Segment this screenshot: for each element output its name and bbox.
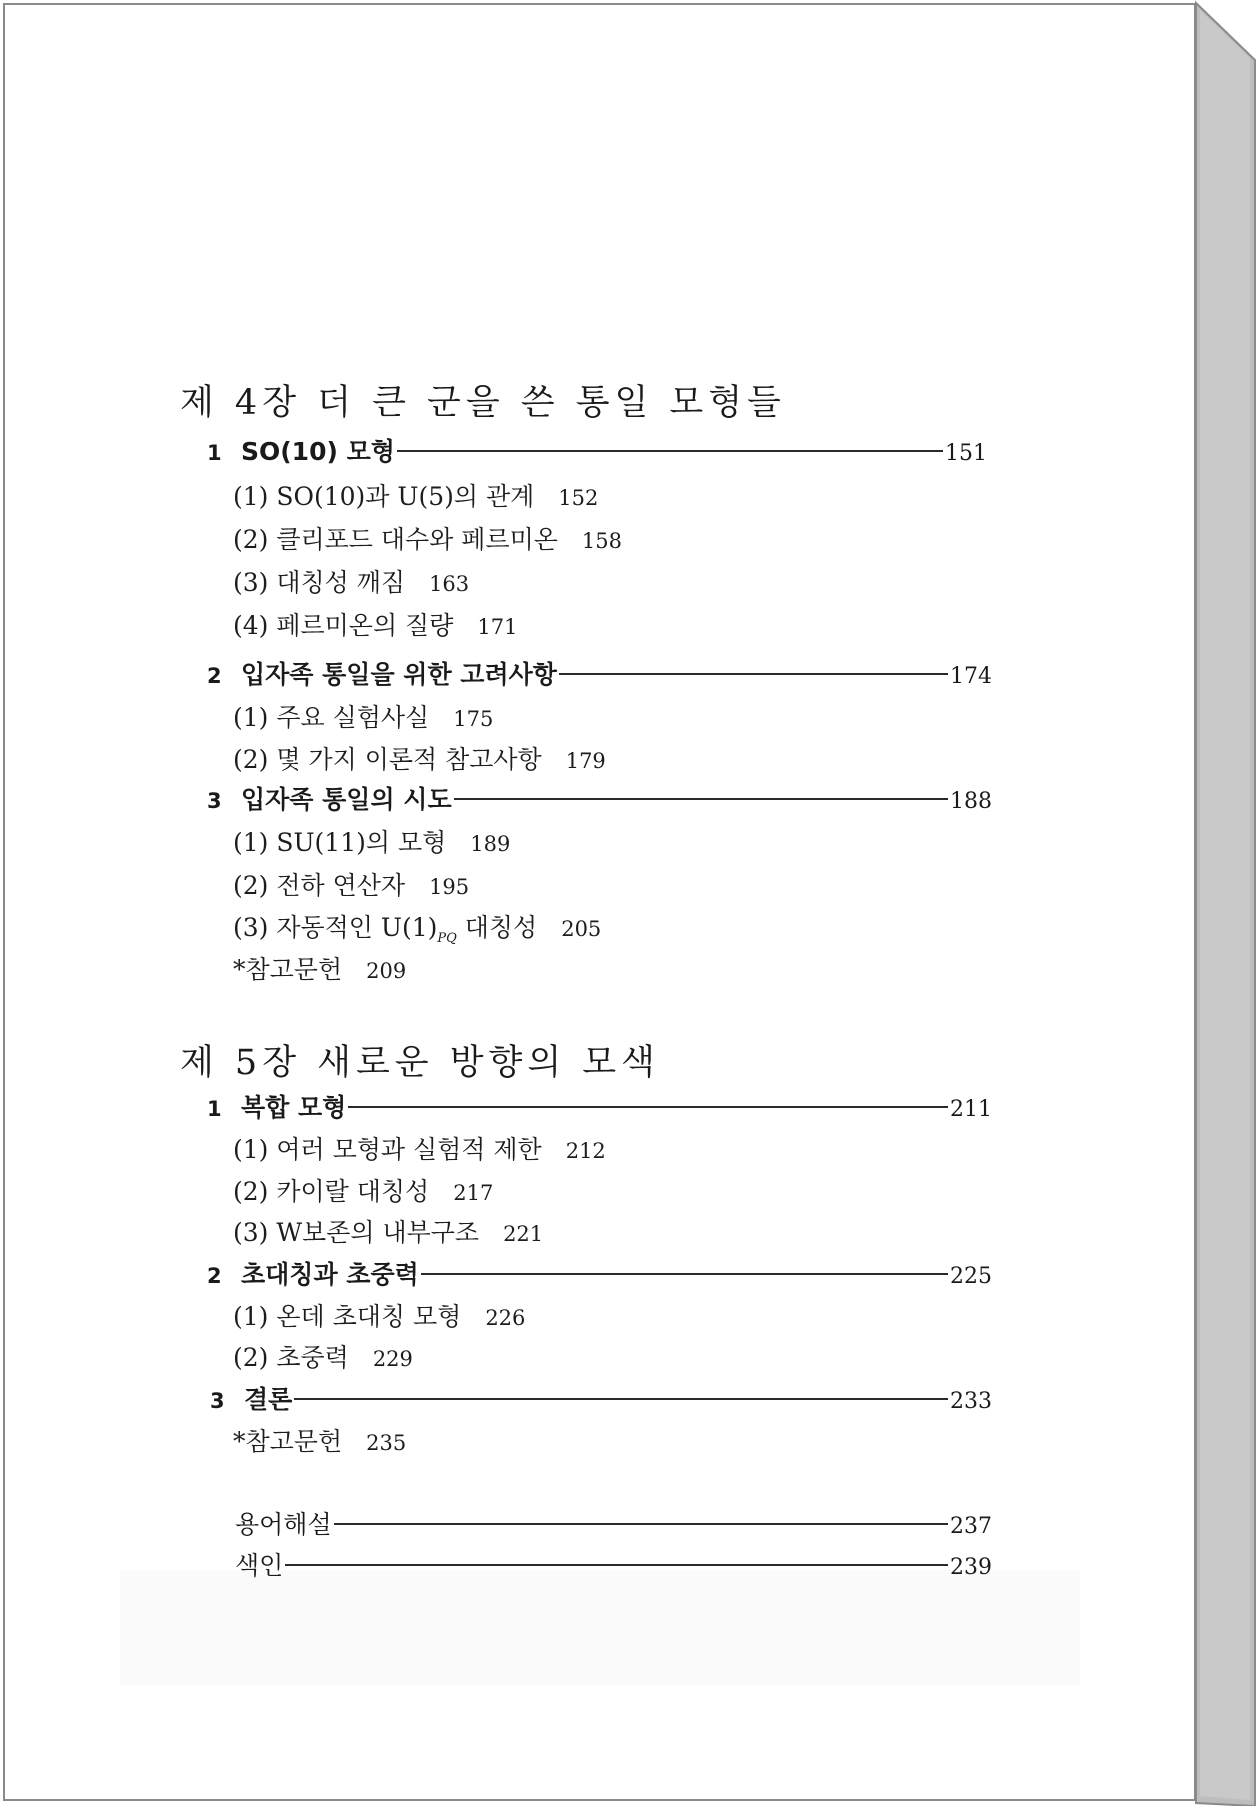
subsection-label: (4) 페르미온의 질량 — [233, 611, 454, 640]
subsection-page: 221 — [503, 1222, 544, 1246]
section-page: 233 — [950, 1389, 992, 1414]
subsection-label: (1) 주요 실험사실 — [233, 703, 430, 732]
toc-subsection[interactable] — [233, 520, 622, 556]
subsection-label: (1) 온데 초대칭 모형 — [233, 1302, 462, 1331]
section-number: 2 — [207, 1264, 222, 1288]
subsection-label: (3) 대칭성 깨짐 — [233, 568, 406, 597]
subsection-label: (2) 전하 연산자 — [233, 871, 406, 900]
subsection-page: 189 — [470, 832, 511, 856]
section-page: 225 — [950, 1264, 992, 1289]
subsection-page: 235 — [366, 1431, 407, 1455]
subsection-label: (3) W보존의 내부구조 — [233, 1218, 480, 1247]
section-page: 188 — [950, 789, 992, 814]
dot-leader — [454, 798, 948, 800]
subsection-label: (2) 카이랄 대칭성 — [233, 1177, 430, 1206]
toc-backmatter-glossary[interactable] — [235, 1505, 992, 1541]
subsection-label: (1) SO(10)과 U(5)의 관계 — [233, 482, 535, 511]
subsection-label: (1) 여러 모형과 실험적 제한 — [233, 1135, 542, 1164]
dot-leader — [334, 1523, 948, 1525]
toc-subsection[interactable] — [233, 823, 510, 859]
backmatter-page: 237 — [950, 1514, 992, 1539]
toc-section-row[interactable] — [207, 432, 987, 468]
subsection-label: (2) 클리포드 대수와 페르미온 — [233, 525, 558, 554]
toc-subsection[interactable] — [233, 1172, 493, 1208]
section-number: 1 — [207, 441, 222, 465]
section-number: 1 — [207, 1097, 222, 1121]
toc-section-row[interactable] — [210, 1380, 992, 1416]
subsection-label-after: 대칭성 — [456, 913, 538, 942]
subsection-page: 175 — [453, 707, 494, 731]
subsection-page: 205 — [561, 917, 602, 941]
toc-subsection[interactable] — [233, 866, 469, 902]
subsection-page: 217 — [453, 1181, 494, 1205]
dot-leader — [285, 1564, 948, 1566]
toc-subsection[interactable] — [233, 477, 598, 513]
subsection-page: 195 — [429, 875, 470, 899]
subsection-label: (1) SU(11)의 모형 — [233, 828, 447, 857]
section-title: 입자족 통일의 시도 — [241, 785, 452, 814]
toc-section-row[interactable] — [207, 780, 992, 816]
subsection-page: 226 — [485, 1306, 526, 1330]
section-page: 151 — [945, 441, 987, 466]
toc-backmatter-index[interactable] — [235, 1546, 992, 1582]
dot-leader — [397, 450, 943, 452]
toc-subsection[interactable] — [233, 606, 517, 642]
section-page: 174 — [950, 664, 992, 689]
subsection-page: 152 — [558, 486, 599, 510]
dot-leader — [559, 673, 948, 675]
toc-section-row[interactable] — [207, 1088, 992, 1124]
section-number: 2 — [207, 664, 222, 688]
toc-subsection[interactable] — [233, 1130, 606, 1166]
section-title: SO(10) 모형 — [241, 437, 395, 466]
dot-leader — [348, 1106, 948, 1108]
section-title: 초대칭과 초중력 — [241, 1260, 419, 1289]
chapter-4-title: 제 4장 더 큰 군을 쓴 통일 모형들 — [180, 383, 786, 423]
subsection-label: (2) 몇 가지 이론적 참고사항 — [233, 745, 542, 774]
subsection-page: 212 — [565, 1139, 606, 1163]
toc-subsection[interactable] — [233, 740, 606, 776]
backmatter-page: 239 — [950, 1555, 992, 1580]
dot-leader — [421, 1273, 948, 1275]
dot-leader — [294, 1398, 948, 1400]
subsection-page: 158 — [581, 529, 622, 553]
section-title: 결론 — [244, 1385, 293, 1414]
toc-subsection[interactable] — [233, 1297, 525, 1333]
toc-subsection[interactable] — [233, 1422, 406, 1458]
section-number: 3 — [207, 789, 222, 813]
toc-section-row[interactable] — [207, 655, 992, 691]
subsection-label: (2) 초중력 — [233, 1343, 349, 1372]
toc-subsection[interactable] — [233, 950, 406, 986]
toc-subsection[interactable] — [233, 1213, 543, 1249]
toc-subsection[interactable] — [233, 563, 469, 599]
subsection-label: *참고문헌 — [233, 955, 343, 984]
backmatter-title: 색인 — [235, 1551, 284, 1580]
section-title: 입자족 통일을 위한 고려사항 — [241, 660, 557, 689]
subsection-page: 209 — [366, 959, 407, 983]
toc-subsection[interactable] — [233, 698, 493, 734]
toc-subsection[interactable] — [233, 1338, 413, 1374]
subsection-page: 229 — [372, 1347, 413, 1371]
section-title: 복합 모형 — [241, 1093, 347, 1122]
section-number: 3 — [210, 1389, 225, 1413]
subsection-subscript: PQ — [437, 931, 457, 946]
subsection-label: *참고문헌 — [233, 1427, 343, 1456]
section-page: 211 — [950, 1097, 992, 1122]
chapter-5-title: 제 5장 새로운 방향의 모색 — [180, 1043, 660, 1083]
toc-subsection[interactable] — [233, 908, 601, 946]
backmatter-title: 용어해설 — [235, 1510, 332, 1539]
subsection-page: 163 — [429, 572, 470, 596]
subsection-page: 179 — [565, 749, 606, 773]
subsection-label: (3) 자동적인 U(1) — [233, 913, 438, 942]
subsection-page: 171 — [477, 615, 518, 639]
toc-section-row[interactable] — [207, 1255, 992, 1291]
